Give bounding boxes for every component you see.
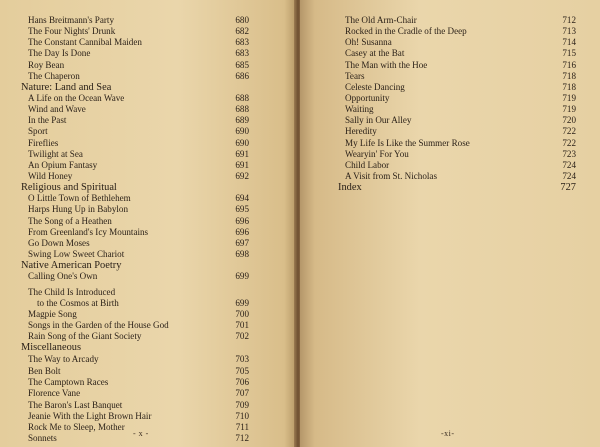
entry-page-number: 692 bbox=[235, 170, 249, 181]
entry-page-number: 727 bbox=[560, 182, 576, 194]
entry-page-number: 696 bbox=[235, 215, 249, 226]
entry-page-number: 690 bbox=[235, 126, 249, 137]
contents-entry bbox=[21, 60, 249, 71]
contents-entry bbox=[21, 249, 249, 260]
entry-page-number: 710 bbox=[235, 410, 249, 421]
entry-page-number: 706 bbox=[235, 377, 249, 388]
contents-entry bbox=[21, 388, 249, 399]
contents-entry bbox=[338, 171, 576, 182]
entry-page-number: 683 bbox=[235, 48, 249, 59]
contents-entry bbox=[21, 400, 249, 411]
entry-page-number: 707 bbox=[235, 388, 249, 399]
entry-title: Go Down Moses bbox=[28, 237, 90, 248]
entry-title: Twilight at Sea bbox=[28, 148, 83, 159]
entry-page-number: 722 bbox=[562, 126, 576, 137]
entry-title: Magpie Song bbox=[28, 309, 77, 320]
entry-title: My Life Is Like the Summer Rose bbox=[345, 137, 470, 148]
entry-page-number: 699 bbox=[235, 271, 249, 282]
contents-entry bbox=[21, 204, 249, 215]
entry-title: The Way to Arcady bbox=[28, 353, 99, 364]
contents-entry bbox=[21, 216, 249, 227]
contents-entry bbox=[21, 287, 249, 298]
entry-title: Wild Honey bbox=[28, 170, 73, 181]
contents-entry bbox=[21, 271, 249, 287]
contents-entry bbox=[21, 193, 249, 204]
entry-title: The Old Arm-Chair bbox=[345, 15, 417, 25]
right-contents-list bbox=[338, 15, 576, 193]
entry-page-number: 719 bbox=[562, 104, 576, 115]
entry-page-number: 724 bbox=[562, 170, 576, 181]
entry-page-number: 689 bbox=[235, 115, 249, 126]
entry-title: From Greenland's Icy Mountains bbox=[28, 226, 149, 237]
entry-title: Roy Bean bbox=[28, 59, 65, 70]
entry-title: The Baron's Last Banquet bbox=[28, 399, 123, 410]
entry-title: Harps Hung Up in Babylon bbox=[28, 204, 129, 215]
entry-title: Rocked in the Cradle of the Deep bbox=[345, 26, 467, 37]
entry-title: The Man with the Hoe bbox=[345, 59, 428, 70]
contents-entry bbox=[21, 331, 249, 342]
entry-page-number: 694 bbox=[235, 193, 249, 204]
entry-title: Jeanie With the Light Brown Hair bbox=[28, 410, 152, 421]
entry-page-number: 697 bbox=[235, 237, 249, 248]
entry-title: The Song of a Heathen bbox=[28, 215, 112, 226]
contents-entry bbox=[21, 160, 249, 171]
contents-entry bbox=[338, 149, 576, 160]
contents-entry bbox=[21, 37, 249, 48]
entry-title: Fireflies bbox=[28, 137, 59, 148]
left-page bbox=[0, 0, 296, 447]
contents-entry bbox=[338, 160, 576, 171]
contents-entry bbox=[21, 93, 249, 104]
contents-entry bbox=[338, 37, 576, 48]
entry-title: An Opium Fantasy bbox=[28, 159, 98, 170]
entry-title: Sport bbox=[28, 126, 48, 137]
entry-title: Casey at the Bat bbox=[345, 48, 405, 59]
entry-title: Songs in the Garden of the House God bbox=[28, 320, 169, 331]
contents-entry bbox=[338, 138, 576, 149]
entry-page-number: 724 bbox=[562, 159, 576, 170]
entry-title: Sonnets bbox=[28, 433, 57, 444]
entry-title: The Camptown Races bbox=[28, 377, 109, 388]
contents-entry bbox=[338, 93, 576, 104]
entry-page-number: 718 bbox=[562, 70, 576, 81]
contents-entry bbox=[21, 26, 249, 37]
contents-entry bbox=[21, 104, 249, 115]
entry-title: A Life on the Ocean Wave bbox=[28, 92, 125, 103]
entry-page-number: 680 bbox=[235, 15, 249, 25]
entry-title: Rock Me to Sleep, Mother bbox=[28, 421, 125, 432]
contents-entry bbox=[21, 354, 249, 367]
entry-page-number: 718 bbox=[562, 81, 576, 92]
entry-page-number: 723 bbox=[562, 148, 576, 159]
entry-page-number: 683 bbox=[235, 37, 249, 48]
entry-title: In the Past bbox=[28, 115, 67, 126]
contents-entry bbox=[21, 298, 249, 309]
contents-entry bbox=[338, 115, 576, 126]
contents-entry bbox=[21, 126, 249, 137]
entry-title: Oh! Susanna bbox=[345, 37, 392, 48]
entry-title: The Child Is Introduced bbox=[28, 286, 116, 297]
entry-title: Tears bbox=[345, 70, 365, 81]
entry-title: Native American Poetry bbox=[21, 260, 122, 272]
contents-entry bbox=[338, 60, 576, 71]
entry-page-number: 691 bbox=[235, 148, 249, 159]
contents-entry bbox=[21, 171, 249, 182]
entry-page-number: 714 bbox=[562, 37, 576, 48]
contents-entry bbox=[21, 115, 249, 126]
contents-entry bbox=[21, 138, 249, 149]
entry-page-number: 711 bbox=[235, 421, 249, 432]
left-contents-list bbox=[21, 15, 249, 444]
entry-title: Sally in Our Alley bbox=[345, 115, 412, 126]
contents-entry bbox=[21, 377, 249, 388]
entry-title: Heredity bbox=[345, 126, 377, 137]
entry-page-number: 712 bbox=[235, 433, 249, 444]
entry-page-number: 720 bbox=[562, 115, 576, 126]
entry-title: Religious and Spiritual bbox=[21, 182, 117, 194]
contents-entry bbox=[21, 366, 249, 377]
entry-title: The Four Nights' Drunk bbox=[28, 26, 116, 37]
contents-entry bbox=[338, 71, 576, 82]
entry-page-number: 682 bbox=[235, 26, 249, 37]
entry-page-number: 698 bbox=[235, 248, 249, 259]
contents-entry bbox=[21, 71, 249, 82]
contents-entry bbox=[21, 309, 249, 320]
contents-entry bbox=[21, 48, 249, 59]
entry-title: Rain Song of the Giant Society bbox=[28, 331, 142, 342]
contents-entry bbox=[338, 82, 576, 93]
entry-title: A Visit from St. Nicholas bbox=[345, 170, 437, 181]
contents-entry bbox=[338, 48, 576, 59]
contents-entry bbox=[338, 126, 576, 137]
entry-title: The Day Is Done bbox=[28, 48, 91, 59]
entry-page-number: 688 bbox=[235, 104, 249, 115]
entry-title: Nature: Land and Sea bbox=[21, 81, 112, 93]
entry-title: Index bbox=[338, 182, 362, 194]
entry-page-number: 722 bbox=[562, 137, 576, 148]
entry-title: Florence Vane bbox=[28, 388, 81, 399]
section-heading bbox=[21, 182, 249, 193]
entry-page-number: 702 bbox=[235, 331, 249, 342]
entry-title: Celeste Dancing bbox=[345, 81, 405, 92]
entry-title: Waiting bbox=[345, 104, 374, 115]
entry-title: Calling One's Own bbox=[28, 271, 98, 282]
entry-page-number: 699 bbox=[235, 297, 249, 308]
entry-page-number: 713 bbox=[562, 26, 576, 37]
entry-title: The Constant Cannibal Maiden bbox=[28, 37, 142, 48]
entry-title: Child Labor bbox=[345, 159, 390, 170]
section-heading bbox=[338, 182, 576, 193]
contents-entry bbox=[338, 26, 576, 37]
contents-entry bbox=[21, 411, 249, 422]
contents-entry bbox=[21, 15, 249, 26]
entry-title: The Chaperon bbox=[28, 70, 80, 81]
section-heading bbox=[21, 260, 249, 271]
entry-page-number: 696 bbox=[235, 226, 249, 237]
entry-page-number: 709 bbox=[235, 399, 249, 410]
contents-entry bbox=[21, 149, 249, 160]
right-page-folio: -xi- bbox=[441, 429, 455, 438]
entry-page-number: 716 bbox=[562, 59, 576, 70]
entry-page-number: 685 bbox=[235, 59, 249, 70]
entry-title: Ben Bolt bbox=[28, 366, 61, 377]
entry-page-number: 712 bbox=[562, 15, 576, 25]
contents-entry bbox=[338, 104, 576, 115]
left-page-folio: - x - bbox=[133, 429, 149, 438]
entry-page-number: 688 bbox=[235, 92, 249, 103]
contents-entry bbox=[338, 15, 576, 26]
entry-title: Miscellaneous bbox=[21, 342, 82, 354]
entry-title: Swing Low Sweet Chariot bbox=[28, 248, 125, 259]
section-heading bbox=[21, 342, 249, 353]
entry-page-number: 691 bbox=[235, 159, 249, 170]
entry-title: O Little Town of Bethlehem bbox=[28, 193, 131, 204]
entry-page-number: 695 bbox=[235, 204, 249, 215]
contents-entry bbox=[21, 227, 249, 238]
entry-title: Opportunity bbox=[345, 92, 390, 103]
entry-title: Hans Breitmann's Party bbox=[28, 15, 114, 25]
entry-page-number: 715 bbox=[562, 48, 576, 59]
entry-page-number: 719 bbox=[562, 92, 576, 103]
entry-page-number: 690 bbox=[235, 137, 249, 148]
entry-title: to the Cosmos at Birth bbox=[37, 297, 119, 308]
entry-page-number: 700 bbox=[235, 309, 249, 320]
right-page bbox=[300, 0, 600, 447]
entry-page-number: 705 bbox=[235, 366, 249, 377]
contents-entry bbox=[21, 238, 249, 249]
entry-page-number: 703 bbox=[235, 353, 249, 364]
contents-entry bbox=[21, 320, 249, 331]
section-heading bbox=[21, 82, 249, 93]
entry-title: Wearyin' For You bbox=[345, 148, 409, 159]
entry-page-number: 686 bbox=[235, 70, 249, 81]
entry-title: Wind and Wave bbox=[28, 104, 86, 115]
entry-page-number: 701 bbox=[235, 320, 249, 331]
